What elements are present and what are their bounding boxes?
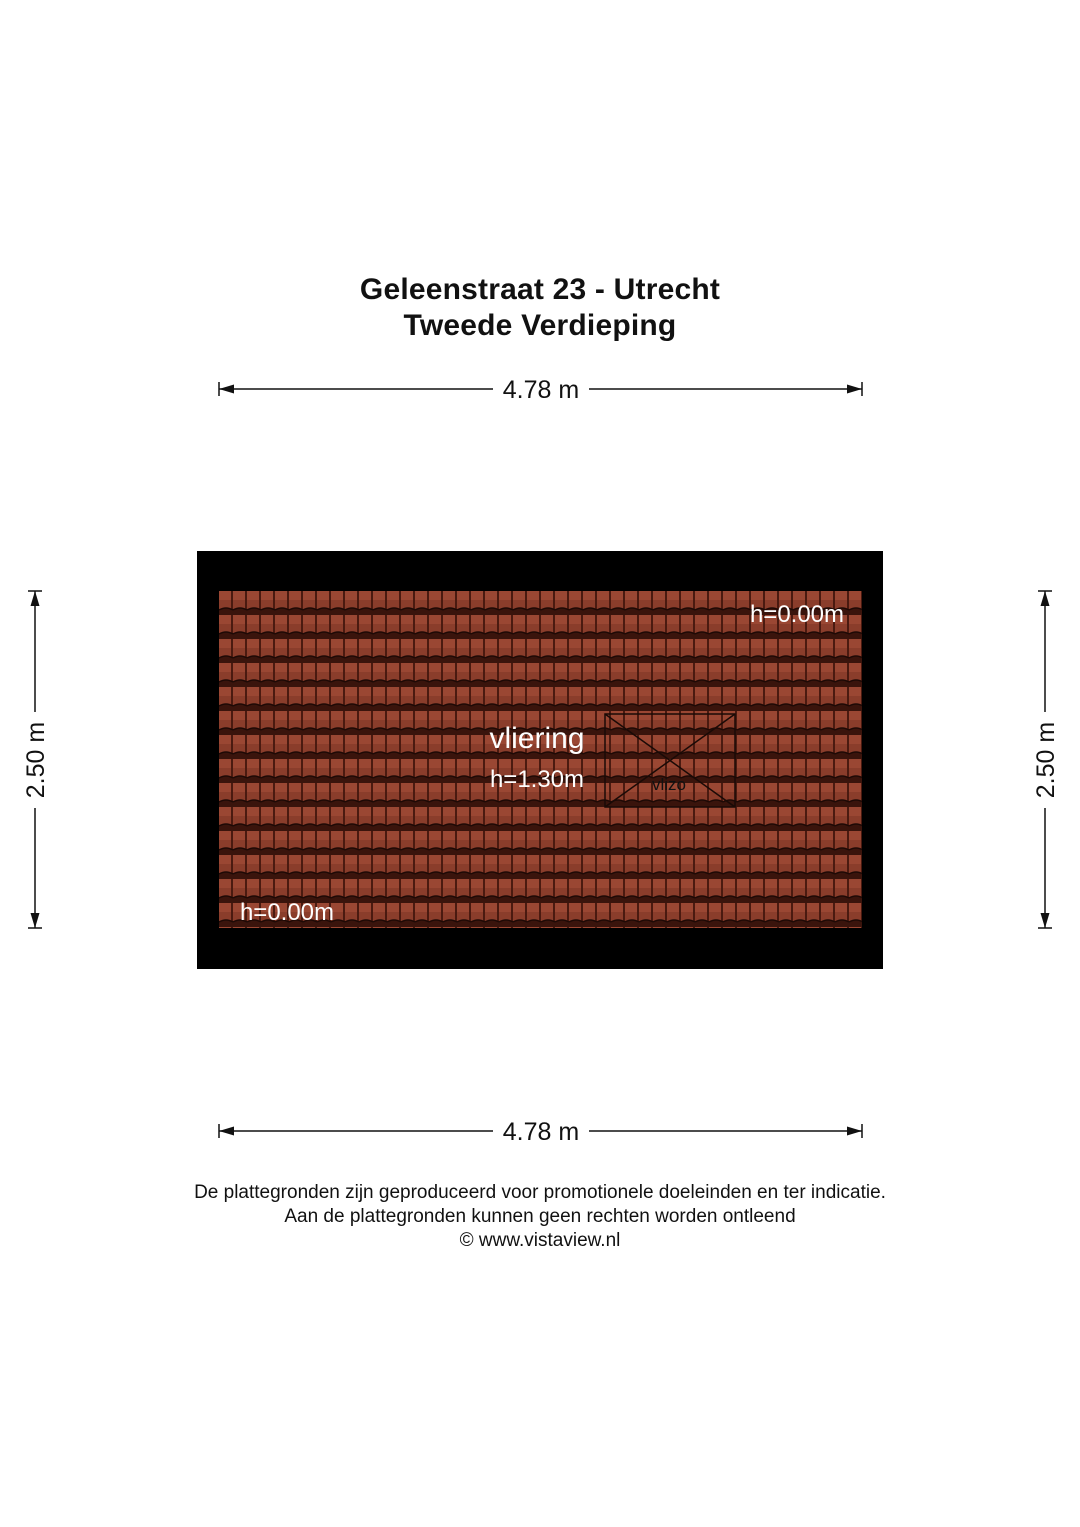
roof-tile-area bbox=[219, 591, 862, 928]
height-bottom-left: h=0.00m bbox=[239, 899, 335, 926]
disclaimer-line-1: De plattegronden zijn geproduceerd voor promotionele doeleinden en ter indicatie. bbox=[194, 1182, 886, 1203]
plan-title-address: Geleenstraat 23 - Utrecht bbox=[359, 273, 721, 306]
attic-hatch-label: vlizo bbox=[651, 775, 687, 794]
dimension-bottom bbox=[219, 1118, 862, 1146]
dimension-left-label: 2.50 m bbox=[22, 721, 50, 799]
room-name: vliering bbox=[489, 722, 585, 755]
dimension-bottom-label: 4.78 m bbox=[502, 1118, 580, 1146]
plan-title-floor: Tweede Verdieping bbox=[403, 309, 677, 342]
dimension-right bbox=[1032, 591, 1060, 928]
dimension-top-label: 4.78 m bbox=[502, 376, 580, 404]
dimension-right-label: 2.50 m bbox=[1032, 721, 1060, 799]
copyright-line: © www.vistaview.nl bbox=[459, 1230, 621, 1251]
dimension-left bbox=[22, 591, 50, 928]
room-height: h=1.30m bbox=[489, 766, 585, 793]
height-top-right: h=0.00m bbox=[749, 601, 845, 628]
dimension-top bbox=[219, 376, 862, 404]
disclaimer-line-2: Aan de plattegronden kunnen geen rechten worden ontleend bbox=[284, 1206, 796, 1227]
